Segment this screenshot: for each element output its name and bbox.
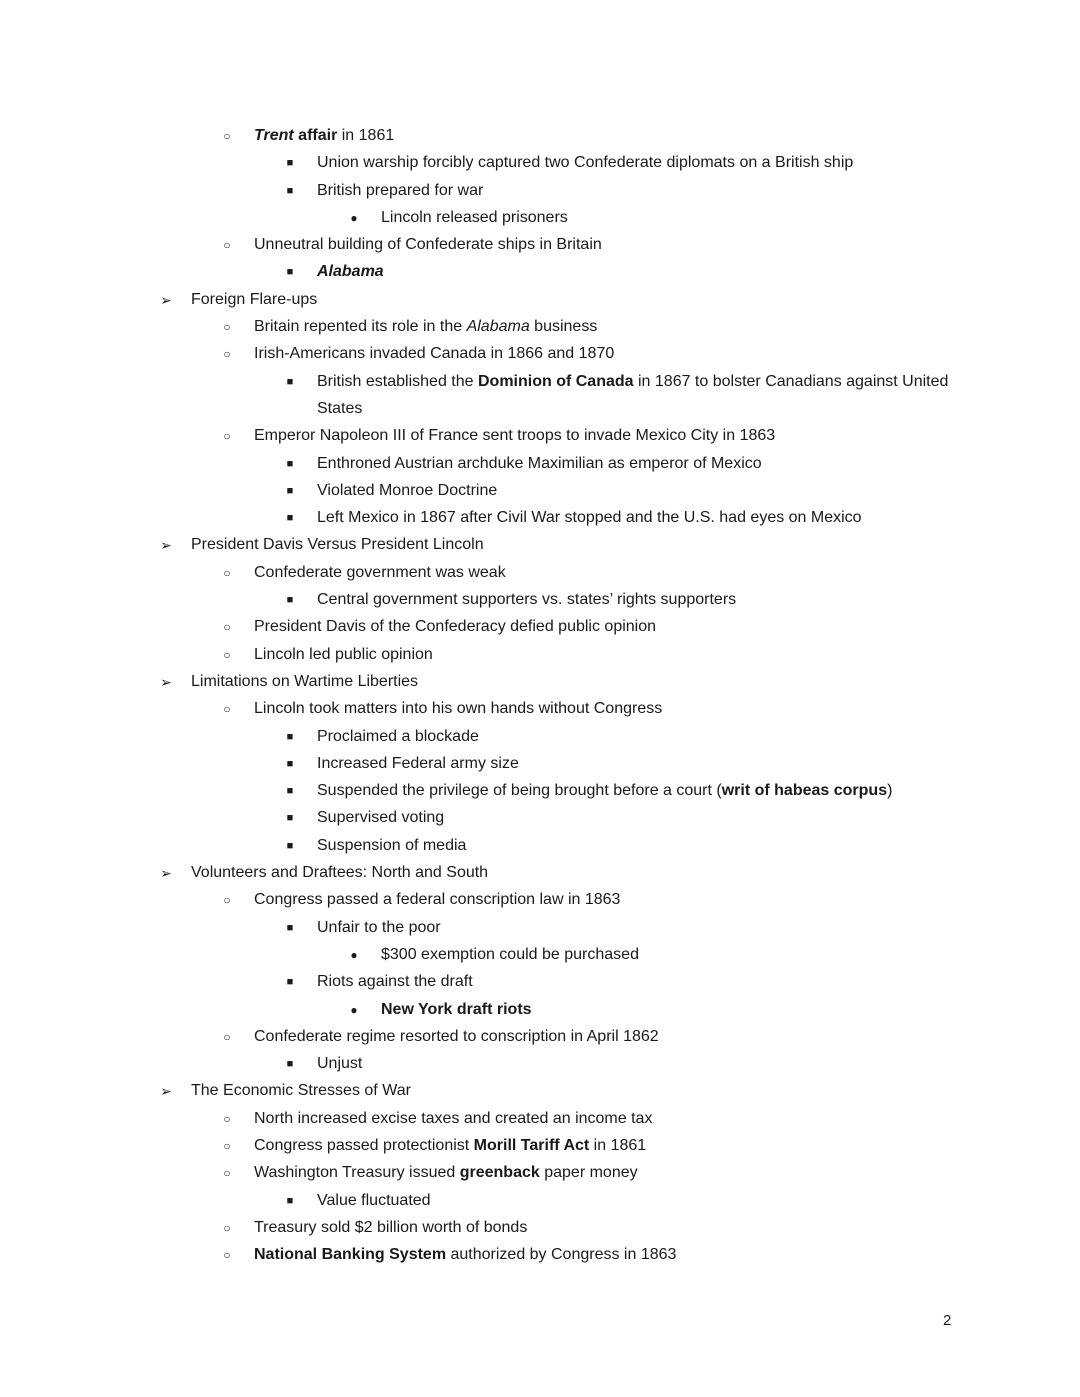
list-item — [0, 1053, 1080, 1080]
list-item-text: Suspension of media — [317, 836, 467, 854]
list-item — [0, 207, 1080, 234]
section-heading-text: Volunteers and Draftees: North and South — [191, 864, 489, 882]
list-item-text: $300 exemption could be purchased — [381, 945, 639, 963]
list-item-text: Emperor Napoleon III of France sent troops to invade Mexico City in 1863 — [254, 427, 776, 445]
dot-bullet-icon: ● — [350, 1002, 358, 1017]
list-item-text: States — [317, 399, 363, 417]
dot-bullet-icon: ● — [350, 947, 358, 962]
square-bullet-icon: ■ — [286, 266, 294, 279]
square-bullet-icon: ■ — [286, 921, 294, 934]
arrow-bullet-icon: ➢ — [160, 537, 172, 554]
list-item-text: Riots against the draft — [317, 973, 473, 991]
list-item — [0, 1217, 1080, 1244]
list-item — [0, 343, 1080, 370]
list-item — [0, 726, 1080, 753]
list-item-text: Lincoln led public opinion — [254, 645, 433, 663]
list-item — [0, 999, 1080, 1026]
list-item-text: Violated Monroe Doctrine — [317, 481, 498, 499]
list-item — [0, 944, 1080, 971]
section-heading — [0, 289, 1080, 316]
list-item — [0, 971, 1080, 998]
circle-bullet-icon: ○ — [223, 702, 231, 717]
list-item — [0, 371, 1080, 398]
square-bullet-icon: ■ — [286, 375, 294, 388]
list-item-continuation — [0, 398, 1080, 425]
list-item — [0, 1135, 1080, 1162]
list-item — [0, 835, 1080, 862]
arrow-bullet-icon: ➢ — [160, 865, 172, 882]
list-item-text: Unneutral building of Confederate ships in Britain — [254, 236, 602, 254]
list-item-text: Trent affair in 1861 — [254, 127, 395, 144]
list-item-text: New York draft riots — [381, 1000, 532, 1018]
list-item-text: Unjust — [317, 1055, 363, 1073]
list-item-text: British prepared for war — [317, 181, 484, 199]
list-item — [0, 1108, 1080, 1135]
arrow-bullet-icon: ➢ — [160, 1083, 172, 1100]
square-bullet-icon: ■ — [286, 512, 294, 525]
list-item-text: Confederate government was weak — [254, 563, 506, 581]
section-heading — [0, 534, 1080, 561]
list-item-text: Confederate regime resorted to conscription in April 1862 — [254, 1027, 659, 1045]
list-item — [0, 616, 1080, 643]
circle-bullet-icon: ○ — [223, 620, 231, 635]
list-item — [0, 180, 1080, 207]
square-bullet-icon: ■ — [286, 1194, 294, 1207]
list-item-text: Alabama — [317, 263, 384, 281]
list-item-text: North increased excise taxes and created an income tax — [254, 1109, 653, 1127]
circle-bullet-icon: ○ — [223, 893, 231, 908]
square-bullet-icon: ■ — [286, 839, 294, 852]
list-item — [0, 261, 1080, 288]
list-item — [0, 1162, 1080, 1189]
section-heading — [0, 1080, 1080, 1107]
list-item — [0, 125, 1080, 152]
list-item-text: Value fluctuated — [317, 1191, 431, 1209]
square-bullet-icon: ■ — [286, 812, 294, 825]
square-bullet-icon: ■ — [286, 1058, 294, 1071]
square-bullet-icon: ■ — [286, 785, 294, 798]
circle-bullet-icon: ○ — [223, 1111, 231, 1126]
page-number: 2 — [943, 1312, 952, 1329]
circle-bullet-icon: ○ — [223, 1220, 231, 1235]
circle-bullet-icon: ○ — [223, 238, 231, 253]
section-heading — [0, 671, 1080, 698]
list-item — [0, 698, 1080, 725]
list-item-text: Congress passed protectionist Morill Tariff Act in 1861 — [254, 1136, 647, 1154]
list-item-text: President Davis of the Confederacy defied public opinion — [254, 618, 657, 636]
list-item — [0, 889, 1080, 916]
list-item — [0, 507, 1080, 534]
section-heading — [0, 862, 1080, 889]
square-bullet-icon: ■ — [286, 457, 294, 470]
list-item-text: Irish-Americans invaded Canada in 1866 and 1870 — [254, 345, 615, 363]
square-bullet-icon: ■ — [286, 184, 294, 197]
dot-bullet-icon: ● — [350, 210, 358, 225]
list-item-text: Unfair to the poor — [317, 918, 441, 936]
list-item-text: British established the Dominion of Canada in 1867 to bolster Canadians against United — [317, 372, 949, 390]
outline-page — [0, 125, 1080, 1271]
list-item-text: Washington Treasury issued greenback paper money — [254, 1164, 638, 1182]
list-item-text: Left Mexico in 1867 after Civil War stopped and the U.S. had eyes on Mexico — [317, 509, 862, 527]
list-item — [0, 152, 1080, 179]
circle-bullet-icon: ○ — [223, 429, 231, 444]
list-item — [0, 234, 1080, 261]
list-item-text: Increased Federal army size — [317, 754, 519, 772]
list-item-text: Lincoln took matters into his own hands without Congress — [254, 700, 663, 718]
list-item-text: Enthroned Austrian archduke Maximilian as emperor of Mexico — [317, 454, 762, 472]
list-item-text: Union warship forcibly captured two Confederate diplomats on a British ship — [317, 154, 854, 172]
square-bullet-icon: ■ — [286, 976, 294, 989]
list-item-text: Central government supporters vs. states’ rights supporters — [317, 591, 737, 609]
list-item-text: Proclaimed a blockade — [317, 727, 479, 745]
square-bullet-icon: ■ — [286, 594, 294, 607]
list-item — [0, 562, 1080, 589]
list-item-text: Suspended the privilege of being brought before a court (writ of habeas corpus) — [317, 782, 893, 800]
list-item — [0, 316, 1080, 343]
circle-bullet-icon: ○ — [223, 320, 231, 335]
list-item — [0, 425, 1080, 452]
circle-bullet-icon: ○ — [223, 565, 231, 580]
list-item-text: Treasury sold $2 billion worth of bonds — [254, 1218, 528, 1236]
arrow-bullet-icon: ➢ — [160, 291, 172, 308]
circle-bullet-icon: ○ — [223, 1248, 231, 1263]
section-heading-text: Foreign Flare-ups — [191, 290, 318, 308]
list-item — [0, 917, 1080, 944]
section-heading-text: The Economic Stresses of War — [191, 1082, 411, 1100]
list-item — [0, 1026, 1080, 1053]
circle-bullet-icon: ○ — [223, 129, 231, 143]
arrow-bullet-icon: ➢ — [160, 673, 172, 690]
list-item — [0, 644, 1080, 671]
square-bullet-icon: ■ — [286, 730, 294, 743]
square-bullet-icon: ■ — [286, 484, 294, 497]
list-item — [0, 1244, 1080, 1271]
list-item-text: Supervised voting — [317, 809, 445, 827]
list-item — [0, 589, 1080, 616]
list-item — [0, 807, 1080, 834]
circle-bullet-icon: ○ — [223, 1166, 231, 1181]
list-item — [0, 753, 1080, 780]
list-item-text: National Banking System authorized by Congress in 1863 — [254, 1246, 677, 1264]
list-item — [0, 480, 1080, 507]
circle-bullet-icon: ○ — [223, 1029, 231, 1044]
list-item-text: Britain repented its role in the Alabama business — [254, 318, 598, 336]
list-item-text: Congress passed a federal conscription law in 1863 — [254, 891, 621, 909]
list-item — [0, 780, 1080, 807]
list-item — [0, 1190, 1080, 1217]
list-item — [0, 453, 1080, 480]
circle-bullet-icon: ○ — [223, 647, 231, 662]
list-item-text: Lincoln released prisoners — [381, 208, 568, 226]
circle-bullet-icon: ○ — [223, 347, 231, 362]
circle-bullet-icon: ○ — [223, 1138, 231, 1153]
square-bullet-icon: ■ — [286, 157, 294, 170]
square-bullet-icon: ■ — [286, 757, 294, 770]
section-heading-text: President Davis Versus President Lincoln — [191, 536, 484, 554]
section-heading-text: Limitations on Wartime Liberties — [191, 672, 419, 690]
